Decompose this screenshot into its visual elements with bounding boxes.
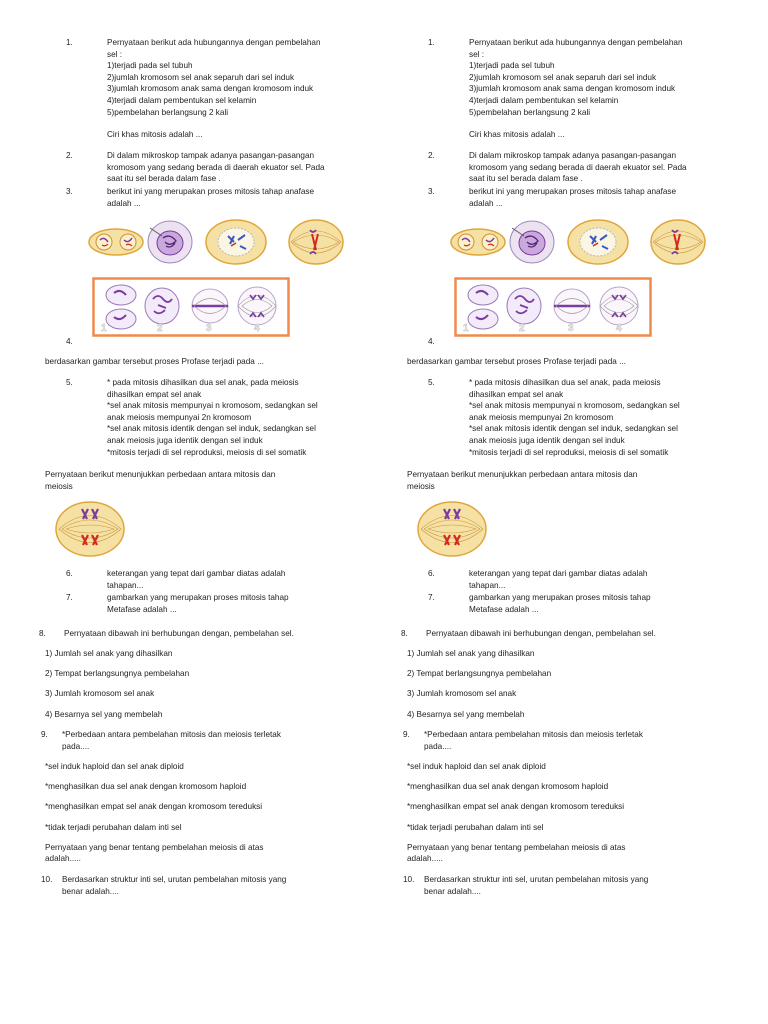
- cell-option-b: [510, 221, 554, 263]
- q8-item: 1) Jumlah sel anak yang dihasilkan: [407, 649, 535, 658]
- q10-line: benar adalah....: [62, 886, 119, 896]
- q2-line: Di dalam mikroskop tampak adanya pasangan-pasangan: [469, 151, 677, 160]
- q9-line: pada....: [62, 741, 90, 751]
- q1-line: 3)jumlah kromosom anak sama dengan kromosom induk: [107, 84, 314, 94]
- q3-line: berikut ini yang merupakan proses mitosis tahap anafase: [469, 187, 677, 196]
- question-number: 6.: [66, 569, 73, 578]
- q1-line: 2)jumlah kromosom sel anak separuh dari sel induk: [107, 72, 295, 82]
- stage-3-cell: [192, 289, 228, 323]
- q3-line: adalah ...: [107, 198, 141, 208]
- q9-line: *Perbedaan antara pembelahan mitosis dan meiosis terletak: [62, 730, 281, 739]
- q9-item: *menghasilkan empat sel anak dengan kromosom tereduksi: [407, 802, 625, 811]
- q8-item: 3) Jumlah kromosom sel anak: [407, 689, 517, 698]
- cell-option-a: [89, 229, 143, 255]
- q8-item: 2) Tempat berlangsungnya pembelahan: [407, 669, 552, 678]
- question-number: 4.: [66, 337, 73, 346]
- q5-line: anak meiosis juga identik dengan sel induk: [469, 435, 625, 445]
- right-column: [401, 0, 748, 1024]
- panel-label: 1: [463, 323, 469, 334]
- q9-statement-line: Pernyataan yang benar tentang pembelahan meiosis di atas: [407, 843, 626, 852]
- q5-line: *sel anak mitosis mempunyai n kromosom, sedangkan sel: [469, 401, 680, 411]
- stage-4-cell: [238, 287, 276, 325]
- q1-line: 4)terjadi dalam pembentukan sel kelamin: [107, 95, 257, 105]
- panel-label: 1: [101, 323, 107, 334]
- q3-line: berikut ini yang merupakan proses mitosis tahap anafase: [107, 187, 315, 196]
- q2-line: kromosom yang sedang berada di daerah ekuator sel. Pada: [107, 162, 325, 172]
- panel-label: 3: [568, 323, 574, 334]
- q5-line: *mitosis terjadi di sel reproduksi, meiosis di sel somatik: [107, 447, 307, 457]
- q8-item: 4) Besarnya sel yang membelah: [45, 710, 163, 719]
- q1-line: Pernyataan berikut ada hubungannya dengan pembelahan: [107, 38, 321, 47]
- question-number: 5.: [428, 378, 435, 387]
- q5-line: anak meiosis mempunyai 2n kromosom: [469, 412, 614, 422]
- mitosis-stages-figure: [92, 277, 290, 337]
- q6-line: tahapan...: [107, 580, 144, 590]
- cell-option-c: [568, 220, 628, 264]
- question-number: 6.: [428, 569, 435, 578]
- q10-line: Berdasarkan struktur inti sel, urutan pembelahan mitosis yang: [424, 875, 649, 884]
- question-number: 1.: [66, 38, 73, 47]
- q2-line: saat itu sel berada dalam fase .: [107, 174, 221, 184]
- q1-line: sel :: [469, 49, 485, 59]
- question-number: 7.: [428, 593, 435, 602]
- q4-question: berdasarkan gambar tersebut proses Profase terjadi pada ...: [407, 357, 626, 366]
- q7-line: Metafase adalah ...: [107, 604, 177, 614]
- q9-item: *sel induk haploid dan sel anak diploid: [407, 762, 546, 771]
- q1-line: sel :: [107, 49, 123, 59]
- q1-line: 3)jumlah kromosom anak sama dengan kromosom induk: [469, 84, 676, 94]
- question-number: 8.: [39, 629, 46, 638]
- q1-line: 1)terjadi pada sel tubuh: [107, 61, 193, 71]
- q9-item: *sel induk haploid dan sel anak diploid: [45, 762, 184, 771]
- q1-question: Ciri khas mitosis adalah ...: [107, 130, 203, 139]
- q5-line: dihasilkan empat sel anak: [107, 389, 202, 399]
- q7-line: gambarkan yang merupakan proses mitosis tahap: [107, 593, 289, 602]
- question-number: 10.: [41, 875, 53, 884]
- q1-line: Pernyataan berikut ada hubungannya dengan pembelahan: [469, 38, 683, 47]
- cell-option-d: [289, 220, 343, 264]
- q9-item: *menghasilkan dua sel anak dengan kromosom haploid: [45, 782, 247, 791]
- question-number: 3.: [428, 187, 435, 196]
- metaphase-cell-figure: [416, 499, 488, 559]
- q10-line: benar adalah....: [424, 886, 481, 896]
- question-number: 7.: [66, 593, 73, 602]
- q9-line: pada....: [424, 741, 452, 751]
- q7-line: Metafase adalah ...: [469, 604, 539, 614]
- q5-statement-line: meiosis: [45, 482, 73, 491]
- stage-2-cell: [507, 288, 541, 324]
- q1-line: 2)jumlah kromosom sel anak separuh dari sel induk: [469, 72, 657, 82]
- q8-item: 2) Tempat berlangsungnya pembelahan: [45, 669, 190, 678]
- q5-line: * pada mitosis dihasilkan dua sel anak, pada meiosis: [469, 378, 661, 387]
- q4-question: berdasarkan gambar tersebut proses Profase terjadi pada ...: [45, 357, 264, 366]
- stage-4-cell: [600, 287, 638, 325]
- q9-statement-line: Pernyataan yang benar tentang pembelahan meiosis di atas: [45, 843, 264, 852]
- q1-line: 5)pembelahan berlangsung 2 kali: [107, 107, 229, 117]
- q10-line: Berdasarkan struktur inti sel, urutan pembelahan mitosis yang: [62, 875, 287, 884]
- q8-item: 1) Jumlah sel anak yang dihasilkan: [45, 649, 173, 658]
- q5-line: *mitosis terjadi di sel reproduksi, meiosis di sel somatik: [469, 447, 669, 457]
- q5-line: *sel anak mitosis identik dengan sel induk, sedangkan sel: [469, 424, 678, 434]
- q1-line: 1)terjadi pada sel tubuh: [469, 61, 555, 71]
- q7-line: gambarkan yang merupakan proses mitosis tahap: [469, 593, 651, 602]
- stage-3-cell: [554, 289, 590, 323]
- q8-text: Pernyataan dibawah ini berhubungan dengan, pembelahan sel.: [426, 629, 656, 638]
- q5-line: anak meiosis mempunyai 2n kromosom: [107, 412, 252, 422]
- panel-label: 4: [616, 323, 622, 334]
- q5-line: dihasilkan empat sel anak: [469, 389, 564, 399]
- q5-statement-line: meiosis: [407, 482, 435, 491]
- q2-line: Di dalam mikroskop tampak adanya pasangan-pasangan: [107, 151, 315, 160]
- q9-item: *tidak terjadi perubahan dalam inti sel: [45, 823, 182, 832]
- question-number: 2.: [66, 151, 73, 160]
- question-number: 9.: [403, 730, 410, 739]
- q6-line: tahapan...: [469, 580, 506, 590]
- panel-label: 2: [157, 323, 163, 334]
- q9-statement-line: adalah.....: [45, 854, 81, 863]
- q6-line: keterangan yang tepat dari gambar diatas adalah: [107, 569, 286, 578]
- q9-statement-line: adalah.....: [407, 854, 443, 863]
- q1-line: 5)pembelahan berlangsung 2 kali: [469, 107, 591, 117]
- panel-label: 3: [206, 323, 212, 334]
- question-number: 1.: [428, 38, 435, 47]
- q8-item: 3) Jumlah kromosom sel anak: [45, 689, 155, 698]
- cell-option-a: [451, 229, 505, 255]
- q1-question: Ciri khas mitosis adalah ...: [469, 130, 565, 139]
- left-column: [39, 0, 386, 1024]
- q8-item: 4) Besarnya sel yang membelah: [407, 710, 525, 719]
- q1-line: 4)terjadi dalam pembentukan sel kelamin: [469, 95, 619, 105]
- cell-option-c: [206, 220, 266, 264]
- panel-label: 4: [254, 323, 260, 334]
- question-number: 5.: [66, 378, 73, 387]
- stage-2-cell: [145, 288, 179, 324]
- q5-statement-line: Pernyataan berikut menunjukkan perbedaan antara mitosis dan: [45, 470, 276, 479]
- anaphase-options-figure: [88, 218, 358, 266]
- question-number: 10.: [403, 875, 415, 884]
- q9-item: *tidak terjadi perubahan dalam inti sel: [407, 823, 544, 832]
- question-number: 9.: [41, 730, 48, 739]
- question-number: 8.: [401, 629, 408, 638]
- q8-text: Pernyataan dibawah ini berhubungan dengan, pembelahan sel.: [64, 629, 294, 638]
- q2-line: kromosom yang sedang berada di daerah ekuator sel. Pada: [469, 162, 687, 172]
- question-number: 3.: [66, 187, 73, 196]
- q5-line: anak meiosis juga identik dengan sel induk: [107, 435, 263, 445]
- q6-line: keterangan yang tepat dari gambar diatas adalah: [469, 569, 648, 578]
- question-number: 2.: [428, 151, 435, 160]
- q9-item: *menghasilkan empat sel anak dengan kromosom tereduksi: [45, 802, 263, 811]
- cell-option-b: [148, 221, 192, 263]
- panel-label: 2: [519, 323, 525, 334]
- q3-line: adalah ...: [469, 198, 503, 208]
- q5-statement-line: Pernyataan berikut menunjukkan perbedaan antara mitosis dan: [407, 470, 638, 479]
- q2-line: saat itu sel berada dalam fase .: [469, 174, 583, 184]
- q5-line: *sel anak mitosis identik dengan sel induk, sedangkan sel: [107, 424, 316, 434]
- q5-line: * pada mitosis dihasilkan dua sel anak, pada meiosis: [107, 378, 299, 387]
- question-number: 4.: [428, 337, 435, 346]
- metaphase-cell-figure: [54, 499, 126, 559]
- q9-item: *menghasilkan dua sel anak dengan kromosom haploid: [407, 782, 609, 791]
- cell-option-d: [651, 220, 705, 264]
- q5-line: *sel anak mitosis mempunyai n kromosom, sedangkan sel: [107, 401, 318, 411]
- q9-line: *Perbedaan antara pembelahan mitosis dan meiosis terletak: [424, 730, 643, 739]
- anaphase-options-figure: [450, 218, 720, 266]
- mitosis-stages-figure: [454, 277, 652, 337]
